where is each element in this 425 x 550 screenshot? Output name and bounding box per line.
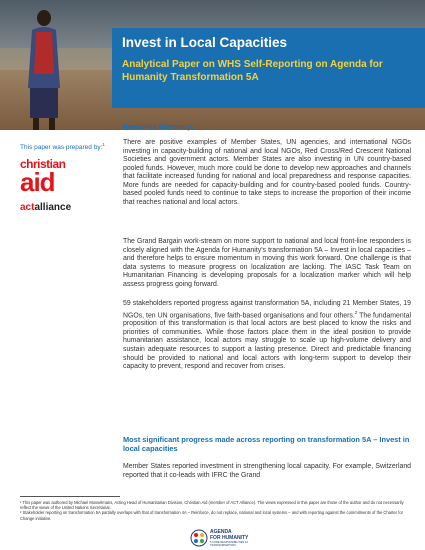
act-alliance-logo-act: act (20, 202, 35, 213)
executive-summary-heading: Executive Summary: (123, 122, 194, 131)
hero-person-figure (22, 4, 66, 130)
logo-tagline: 5 CORE RESPONSIBILITIES 24 TRANSFORMATIONS (210, 541, 248, 547)
agenda-for-humanity-wordmark (210, 530, 248, 541)
prepared-by-note (20, 141, 115, 152)
paragraph: Member States reported investment in strengthening local capacity. For example, Switzerland reported that it co-leads with IFRC the Grand (123, 463, 411, 479)
section-heading: Most significant progress made across reporting on transformation 5A – Invest in local capacities (123, 435, 410, 453)
footnote: ¹ This paper was authored by Michael Mosselmans, Acting Head of Humanitarian Division, Christian Aid (member of ACT Alliance). The views expressed in this paper are those of the author and do not necessarily reflect the views of the United Nations Secretariat. (20, 500, 404, 511)
page-title: Invest in Local Capacities (122, 35, 288, 50)
logo-line: AGENDA (210, 529, 232, 535)
paragraph (123, 300, 411, 372)
paragraph-text: The fundamental proposition of this transformation is that local actors are best placed to know the risks and priorities of communities. While those factors place them in the ideal position to provide humanitarian assistance, local actors may struggle to scale up high-volume delivery and sustain adequate resources to support a lasting presence. Direct and predictable financing should be provided to national and local actors with long-term support to develop their capacity to prevent, respond and recover from crises. (123, 311, 411, 371)
footnotes (20, 500, 411, 521)
agenda-for-humanity-mark-icon (190, 529, 208, 547)
christian-aid-logo (20, 158, 82, 198)
christian-aid-logo-aid: aid (20, 167, 55, 197)
agenda-for-humanity-logo (190, 529, 262, 549)
christian-aid-logo-christian: christian (20, 157, 66, 171)
page-subtitle: Analytical Paper on WHS Self-Reporting on Agenda for Humanity Transformation 5A (122, 59, 383, 83)
act-alliance-logo (20, 202, 71, 213)
footnote-divider (20, 496, 120, 497)
act-alliance-logo-alliance: alliance (34, 202, 72, 213)
paragraph-text: 59 stakeholders reported progress against transformation 5A, including 21 Member States, 19 NGOs, ten UN organisations, five faith-based organisations and four others. (123, 300, 411, 319)
paragraph: There are positive examples of Member States, UN agencies, and international NGOs investing in capacity-building of national and local NGOs, Red Cross/Red Crescent National Societies and government actors. Member States are also investing in UN country-based pooled funds. However, much more could be done to develop new approaches and channels that facilitate increased funding for national and local preparedness and response capacities. More funds are needed for capacity-building and for country-based pooled funds. Country-based pooled funds need to continue to take steps to increase the proportion of their income that reaches national and local actors. (123, 139, 411, 206)
footnote-ref: 2 (354, 309, 358, 315)
paragraph: The Grand Bargain work-stream on more support to national and local front-line responders is closely aligned with the Agenda for Humanity’s transformation 5A – Invest in local capacities – and therefore helps to ensure momentum in moving this work forward. One challenge is that data systems to measure progress on localization are lacking. The IASC Task Team on Humanitarian Financing is developing proposals for a localization marker which will help assess progress going forward. (123, 238, 411, 288)
prepared-by-text: This paper was prepared by: (20, 144, 103, 152)
title-box (112, 28, 425, 108)
footnote: ² Stakeholder reporting on transformation 5A partially overlaps with that of transformation 4A – Reinforce, do not replace, national and local systems – and with reporting against the commitments of the Charter for Change initiative. (20, 510, 403, 521)
logo-line: FOR HUMANITY (210, 534, 249, 541)
footnote-ref: 1 (102, 142, 105, 147)
